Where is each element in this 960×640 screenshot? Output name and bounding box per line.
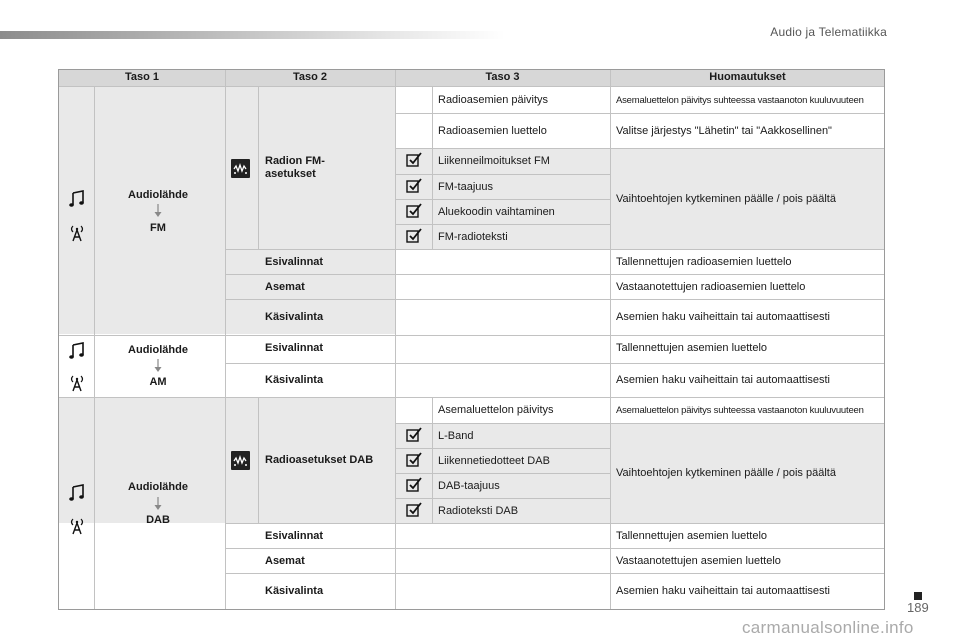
dab-update-note: Asemaluettelon päivitys suhteessa vastaanoton kuuluvuuteen — [616, 405, 864, 416]
fm-list-note: Valitse järjestys "Lähetin" tai "Aakkosellinen" — [616, 124, 832, 137]
dab-option-1: L-Band — [438, 429, 474, 442]
dab-update-item: Asemaluettelon päivitys — [438, 404, 554, 416]
checkbox-icon — [406, 502, 422, 518]
am-presets-note: Tallennettujen asemien luettelo — [616, 342, 768, 354]
dab-manual-note: Asemien haku vaiheittain tai automaattisesti — [616, 585, 831, 597]
checkbox-icon — [406, 203, 422, 219]
arrow-down-icon — [154, 204, 162, 218]
page-number: 189 — [907, 600, 929, 615]
am-band-label: AM — [149, 376, 167, 388]
checkbox-icon — [406, 427, 422, 443]
fm-stations-note: Vastaanotettujen radioasemien luettelo — [616, 280, 806, 293]
fm-manual: Käsivalinta — [265, 311, 324, 323]
header-gradient-bar — [0, 31, 505, 39]
antenna-icon — [67, 223, 87, 243]
fm-presets-note: Tallennettujen radioasemien luettelo — [616, 255, 792, 268]
fm-option-4: FM-radioteksti — [438, 230, 508, 243]
dab-source-label: Audiolähde — [128, 481, 188, 493]
antenna-icon — [67, 373, 87, 393]
fm-list-item: Radioasemien luettelo — [438, 124, 547, 137]
fm-source-label: Audiolähde — [128, 189, 188, 201]
antenna-icon — [67, 516, 87, 536]
fm-manual-note: Asemien haku vaiheittain tai automaattisesti — [616, 311, 831, 323]
checkbox-icon — [406, 452, 422, 468]
fm-option-3: Aluekoodin vaihtaminen — [438, 205, 555, 218]
am-presets: Esivalinnat — [265, 342, 324, 354]
header-level-1: Taso 1 — [59, 69, 225, 86]
fm-band-label: FM — [150, 222, 166, 234]
radio-settings-icon — [231, 451, 250, 470]
dab-option-3: DAB-taajuus — [438, 479, 500, 492]
dab-options-note: Vaihtoehtojen kytkeminen päälle / pois päältä — [616, 467, 836, 479]
music-note-icon — [67, 341, 87, 361]
music-note-icon — [67, 483, 87, 503]
checkbox-icon — [406, 152, 422, 168]
radio-settings-icon — [231, 159, 250, 178]
dab-option-4: Radioteksti DAB — [438, 504, 519, 517]
fm-options-note: Vaihtoehtojen kytkeminen päälle / pois päältä — [616, 192, 836, 205]
header-level-2: Taso 2 — [225, 69, 395, 86]
arrow-down-icon — [154, 497, 162, 511]
fm-option-1: Liikenneilmoitukset FM — [438, 155, 550, 167]
page-header-title: Audio ja Telematiikka — [770, 25, 887, 39]
watermark: carmanualsonline.info — [742, 618, 914, 637]
am-source-label: Audiolähde — [128, 344, 188, 356]
fm-update-item: Radioasemien päivitys — [438, 93, 549, 106]
fm-option-2: FM-taajuus — [438, 180, 494, 193]
dab-presets: Esivalinnat — [265, 529, 324, 542]
checkbox-icon — [406, 477, 422, 493]
checkbox-icon — [406, 228, 422, 244]
am-manual: Käsivalinta — [265, 374, 324, 386]
page-marker — [914, 592, 922, 600]
dab-option-2: Liikennetiedotteet DAB — [438, 454, 550, 467]
header-level-3: Taso 3 — [395, 69, 610, 86]
fm-settings-label: Radion FM- asetukset — [265, 155, 325, 180]
am-manual-note: Asemien haku vaiheittain tai automaattisesti — [616, 374, 831, 386]
dab-manual: Käsivalinta — [265, 585, 324, 597]
header-notes: Huomautukset — [610, 69, 885, 86]
dab-stations: Asemat — [265, 554, 305, 567]
fm-update-note: Asemaluettelon päivitys suhteessa vastaanoton kuuluvuuteen — [616, 94, 864, 106]
dab-presets-note: Tallennettujen asemien luettelo — [616, 529, 768, 542]
music-note-icon — [67, 189, 87, 209]
dab-stations-note: Vastaanotettujen asemien luettelo — [616, 554, 781, 567]
checkbox-icon — [406, 178, 422, 194]
fm-presets: Esivalinnat — [265, 255, 324, 268]
dab-band-label: DAB — [146, 514, 170, 526]
arrow-down-icon — [154, 359, 162, 373]
fm-stations: Asemat — [265, 280, 305, 293]
dab-settings-label: Radioasetukset DAB — [265, 454, 374, 466]
